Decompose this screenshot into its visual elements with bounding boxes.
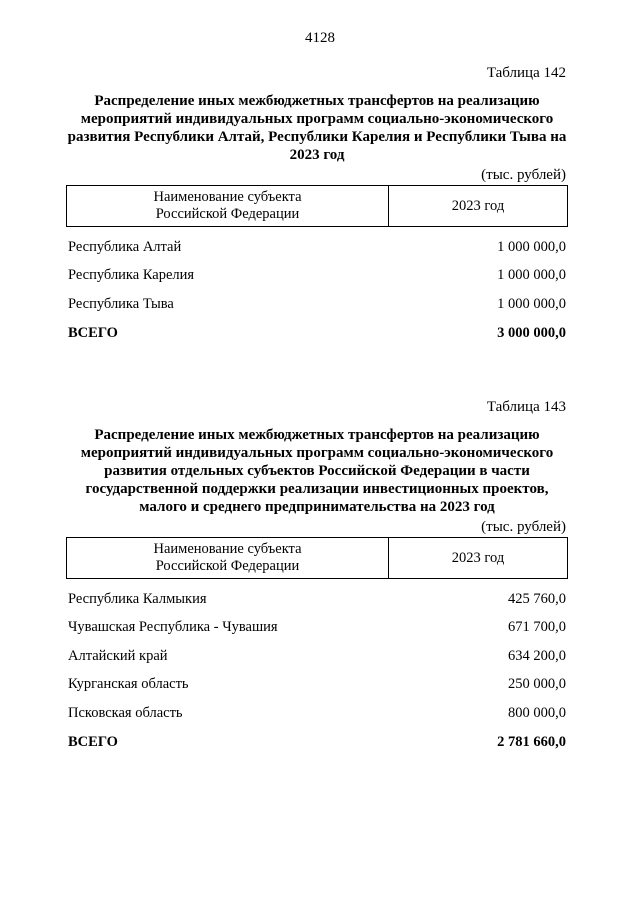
row-value: 1 000 000,0	[497, 267, 566, 284]
table-row	[66, 290, 568, 319]
row-name: Республика Калмыкия	[68, 590, 207, 607]
table-row	[66, 262, 568, 291]
column-header-name: Наименование субъекта Российской Федерации	[67, 186, 389, 226]
column-header-year: 2023 год	[451, 197, 505, 214]
table-143-block	[66, 398, 568, 757]
table-number: Таблица 143	[486, 399, 566, 415]
row-name: Республика Алтай	[68, 238, 182, 255]
table-header	[66, 537, 568, 579]
table-header	[66, 185, 568, 227]
units-label: (тыс. рублей)	[481, 519, 566, 535]
table-row	[66, 233, 568, 262]
row-value: 1 000 000,0	[497, 238, 566, 255]
row-value: 671 700,0	[508, 619, 566, 636]
table-number: Таблица 142	[486, 65, 566, 81]
total-value: 3 000 000,0	[497, 325, 566, 342]
table-body	[66, 233, 568, 348]
row-name: Республика Тыва	[68, 295, 174, 312]
row-value: 250 000,0	[508, 676, 566, 693]
column-header-name: Наименование субъекта Российской Федерации	[67, 538, 389, 578]
total-label: ВСЕГО	[68, 734, 118, 751]
row-value: 800 000,0	[508, 704, 566, 721]
total-value: 2 781 660,0	[497, 734, 566, 751]
table-title: Распределение иных межбюджетных трансфертов на реализацию мероприятий индивидуальных программ социально-экономического развития Республики Алтай, Республики Карелия и Республики Тыва на 2023 год	[67, 93, 567, 163]
row-name: Алтайский край	[68, 647, 168, 664]
table-row	[66, 671, 568, 700]
total-row	[66, 320, 568, 349]
table-row	[66, 699, 568, 728]
row-value: 425 760,0	[508, 590, 566, 607]
row-value: 1 000 000,0	[497, 295, 566, 312]
column-header-year: 2023 год	[451, 549, 505, 566]
row-name: Республика Карелия	[68, 267, 195, 284]
total-row	[66, 729, 568, 758]
table-row	[66, 614, 568, 643]
row-name: Чувашская Республика - Чувашия	[68, 619, 278, 636]
table-body	[66, 585, 568, 757]
total-label: ВСЕГО	[68, 325, 118, 342]
table-title: Распределение иных межбюджетных трансфертов на реализацию мероприятий индивидуальных программ социально-экономического развития отдельных субъектов Российской Федерации в части государственной поддержки реализации инвестиционных проектов, малого и среднего предпринимательства на 2023 год	[80, 427, 554, 515]
table-142-block	[66, 64, 568, 348]
units-label: (тыс. рублей)	[481, 167, 566, 183]
page-number: 4128	[305, 30, 335, 46]
table-row	[66, 642, 568, 671]
row-name: Курганская область	[68, 676, 189, 693]
row-value: 634 200,0	[508, 647, 566, 664]
table-row	[66, 585, 568, 614]
row-name: Псковская область	[68, 704, 183, 721]
